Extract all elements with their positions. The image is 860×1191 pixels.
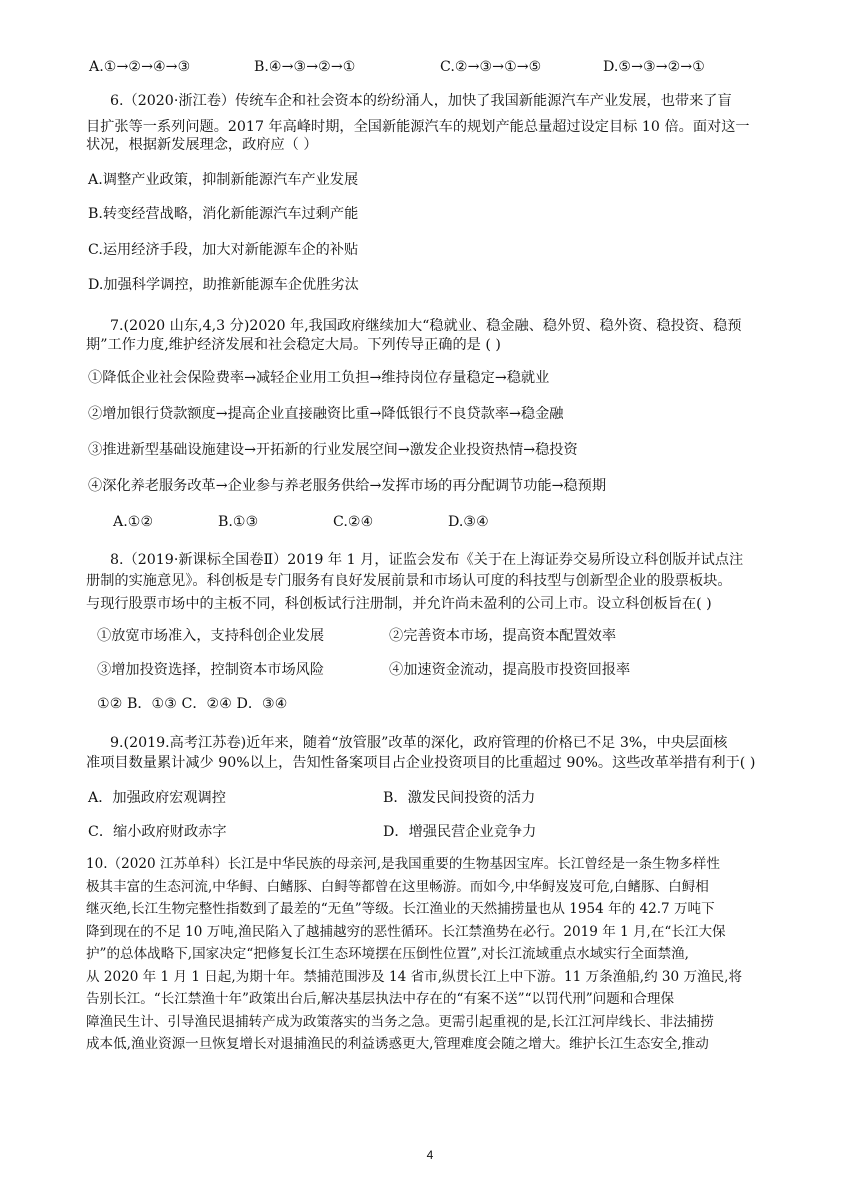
q8-stem-line-1: 8.（2019·新课标全国卷Ⅱ）2019 年 1 月，证监会发布《关于在上海证券交易所设立科创版并试点注 [110, 552, 744, 568]
q10-line-5: 护”的总体战略下,国家决定“把修复长江生态环境摆在压倒性位置”,对长江流域重点水域实行全面禁渔, [86, 946, 689, 962]
q7-stem-line-1: 7.(2020 山东,4,3 分)2020 年,我国政府继续加大“稳就业、稳金融、稳外贸、稳外资、稳投资、稳预 [110, 318, 742, 334]
q10-line-6: 从 2020 年 1 月 1 日起,为期十年。禁捕范围涉及 14 省市,纵贯长江上中下游。11 万条渔船,约 30 万渔民,将 [86, 968, 743, 985]
q6-stem-line-2: 目扩张等一系列问题。2017 年高峰时期，全国新能源汽车的规划产能总量超过设定目标 10 倍。面对这一 [86, 119, 750, 135]
q8-item-4: ④加速资金流动，提高股市投资回报率 [389, 662, 631, 678]
q6-option-c: C.运用经济手段，加大对新能源车企的补贴 [88, 242, 359, 258]
q7-option-d: D.③④ [448, 514, 489, 530]
q5-option-a: A.①→②→④→③ [89, 59, 191, 75]
q7-item-3: ③推进新型基础设施建设→开拓新的行业发展空间→激发企业投资热情→稳投资 [88, 442, 578, 458]
q7-stem-line-2: 期”工作力度,维护经济发展和社会稳定大局。下列传导正确的是 ( ) [86, 337, 501, 353]
q5-option-d: D.⑤→③→②→① [603, 59, 705, 75]
q10-paragraph [86, 853, 802, 1056]
q10-line-9: 成本低,渔业资源一旦恢复增长对退捕渔民的利益诱惑更大,管理难度会随之增大。维护长江生态安全,推动 [86, 1036, 709, 1052]
q10-line-1: 10.（2020 江苏单科）长江是中华民族的母亲河,是我国重要的生物基因宝库。长江曾经是一条生物多样性 [86, 856, 720, 872]
q9-stem-line-1: 9.(2019.高考江苏卷)近年来，随着“放管服”改革的深化，政府管理的价格已不足 3%，中央层面核 [110, 735, 728, 751]
q8-item-1: ①放宽市场准入，支持科创企业发展 [97, 628, 325, 644]
q8-stem-line-3: 与现行股票市场中的主板不同，科创板试行注册制，并允许尚未盈利的公司上市。设立科创板旨在( ) [86, 596, 712, 612]
q10-line-3: 继灭绝,长江生物完整性指数到了最差的“无鱼”等级。长江渔业的天然捕捞量也从 1954 年的 42.7 万吨下 [86, 901, 715, 917]
q6-option-a: A.调整产业政策，抑制新能源汽车产业发展 [88, 172, 359, 188]
q9-option-a: A．加强政府宏观调控 [88, 790, 226, 806]
q10-line-8: 障渔民生计、引导渔民退捕转产成为政策落实的当务之急。更需引起重视的是,长江江河岸线长、非法捕捞 [86, 1013, 714, 1030]
q10-line-4: 降到现在的不足 10 万吨,渔民陷入了越捕越穷的恶性循环。长江禁渔势在必行。2019 年 1 月,在“长江大保 [86, 923, 726, 940]
q9-option-d: D．增强民营企业竞争力 [383, 824, 537, 840]
q7-option-c: C.②④ [333, 514, 374, 530]
q7-item-1: ①降低企业社会保险费率→减轻企业用工负担→维持岗位存量稳定→稳就业 [88, 370, 550, 386]
q9-stem-line-2: 准项目数量累计减少 90%以上，告知性备案项目占企业投资项目的比重超过 90%。这些改革举措有利于( ) [86, 755, 756, 771]
q7-option-a: A.①② [113, 514, 154, 530]
q10-line-2: 极其丰富的生态河流,中华鲟、白鳍豚、白鲟等都曾在这里畅游。而如今,中华鲟岌岌可危,白鳍豚、白鲟相 [86, 878, 709, 895]
q8-item-3: ③增加投资选择，控制资本市场风险 [97, 662, 325, 678]
q8-item-2: ②完善资本市场，提高资本配置效率 [389, 628, 617, 644]
q5-option-c: C.②→③→①→⑤ [440, 59, 542, 75]
q5-option-b: B.④→③→②→① [254, 59, 356, 75]
q8-options: ①② B．①③ C．②④ D．③④ [97, 696, 288, 712]
q6-stem-line-3: 状况，根据新发展理念，政府应（ ） [86, 137, 318, 153]
q9-option-c: C．缩小政府财政赤字 [88, 824, 227, 840]
q6-option-d: D.加强科学调控，助推新能源车企优胜劣汰 [88, 277, 359, 293]
q8-stem-line-2: 册制的实施意见》。科创板是专门服务有良好发展前景和市场认可度的科技型与创新型企业的股票板块。 [86, 573, 732, 589]
q10-line-7: 告别长江。“长江禁渔十年”政策出台后,解决基层执法中存在的“有案不送”“以罚代刑”问题和合理保 [86, 991, 674, 1007]
q7-option-b: B.①③ [218, 514, 259, 530]
q7-item-2: ②增加银行贷款额度→提高企业直接融资比重→降低银行不良贷款率→稳金融 [88, 406, 564, 422]
q7-item-4: ④深化养老服务改革→企业参与养老服务供给→发挥市场的再分配调节功能→稳预期 [88, 478, 607, 494]
q6-option-b: B.转变经营战略，消化新能源汽车过剩产能 [88, 206, 359, 222]
q9-option-b: B．激发民间投资的活力 [383, 790, 536, 806]
q6-stem-line-1: 6.（2020·浙江卷）传统车企和社会资本的纷纷涌人，加快了我国新能源汽车产业发展，也带来了盲 [110, 93, 732, 109]
page-number: 4 [426, 1148, 434, 1162]
